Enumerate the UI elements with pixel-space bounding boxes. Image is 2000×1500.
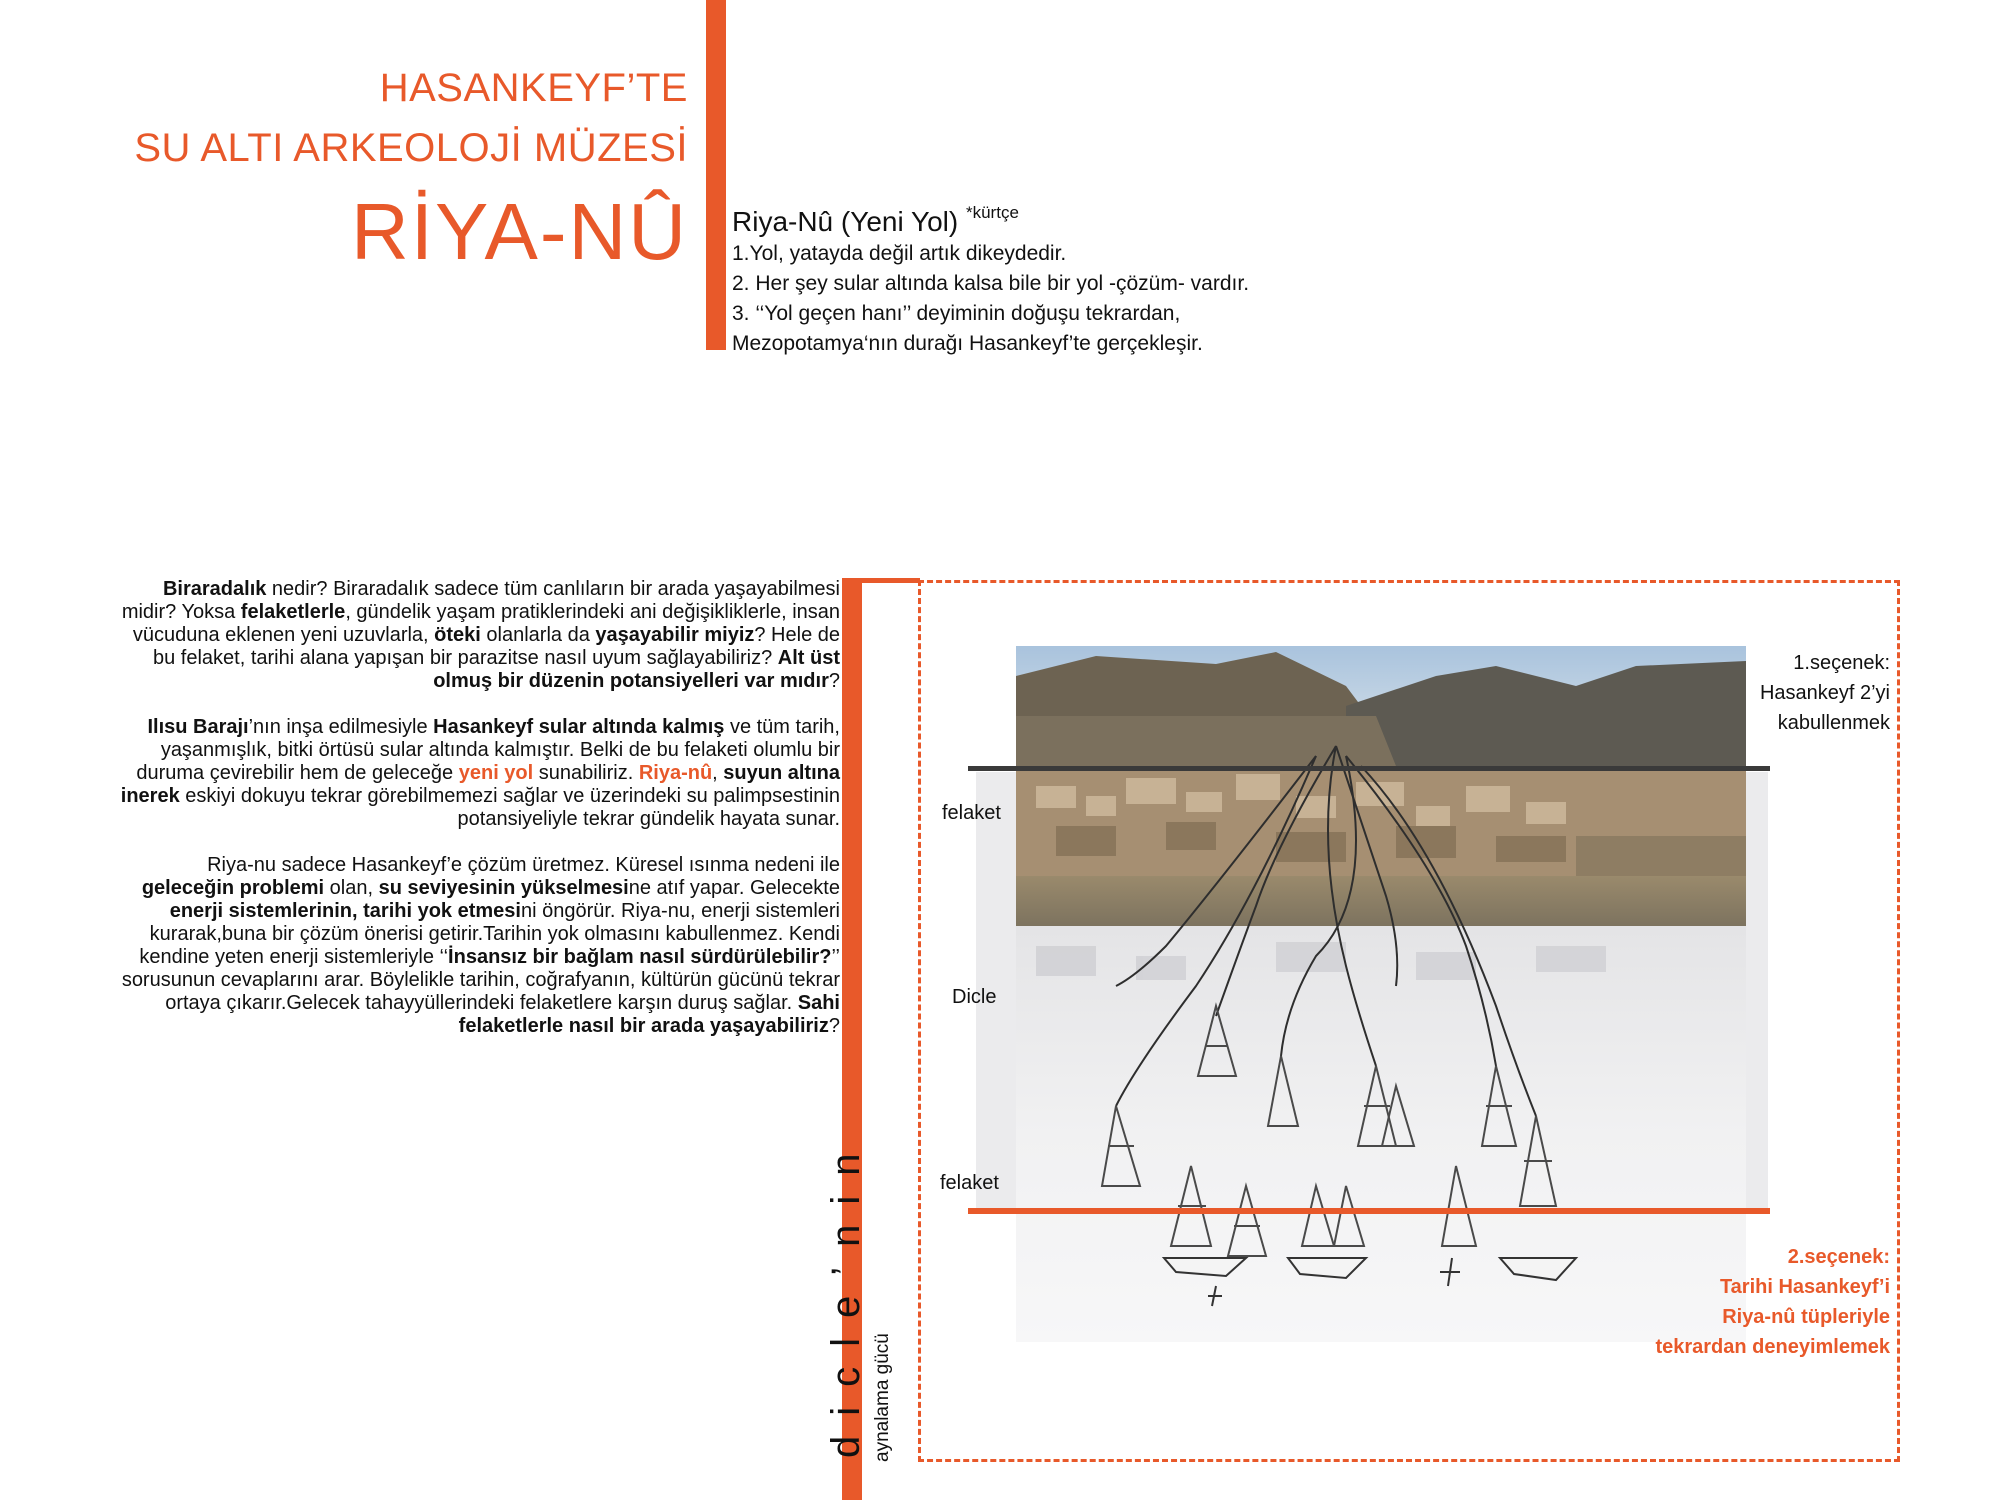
intro-heading	[732, 196, 1432, 239]
p2-s8: ,	[712, 762, 724, 784]
p2-s4: ve tüm tarih, yaşanmışlık, bitki örtüsü sular altında kalmıştır. Belki de bu felaketi olumlu bir duruma çevirebilir hem de geleceğe	[136, 716, 840, 784]
intro-line-2: 2. Her şey sular altında kalsa bile bir yol -çözüm- vardır.	[732, 272, 1250, 295]
intro-heading-note: *kürtçe	[965, 203, 1019, 222]
option-1-line-2: Hasankeyf 2’yi	[1759, 682, 1890, 704]
paragraph-2	[110, 716, 840, 831]
intro-heading-text: Riya-Nû (Yeni Yol)	[732, 206, 966, 237]
label-dicle: Dicle	[952, 986, 997, 1008]
p3-s9: ’’ sorusunun cevaplarını arar. Böylelikle tarihin, coğrafyanın, kültürün gücünü tekrar ortaya çıkarır.Gelecek tahayyüllerindeki felaketlere karşın duruş sağlar.	[121, 946, 840, 1014]
disaster-line-top	[968, 766, 1770, 771]
intro-block	[732, 196, 1432, 359]
paragraph-1	[110, 578, 840, 693]
option-1	[1650, 648, 1890, 738]
option-1-line-1: 1.seçenek:	[1793, 652, 1890, 674]
paragraph-3	[110, 854, 840, 1038]
p2-s7: Riya-nû	[638, 762, 713, 784]
p2-s2: ’nın inşa edilmesiyle	[248, 716, 434, 738]
intro-line-1: 1.Yol, yatayda değil artık dikeydedir.	[732, 242, 1067, 265]
accent-bar-tick	[862, 578, 920, 583]
p1-s1: Biraradalık	[162, 578, 267, 600]
option-1-line-3: kabullenmek	[1777, 712, 1890, 734]
p2-s10: eskiyi dokuyu tekrar görebilmemezi sağlar ve üzerindeki su palimpsestinin potansiyeliyle tekrar gündelik hayata sunar.	[179, 785, 840, 830]
disaster-line-bottom	[968, 1208, 1770, 1214]
p3-s6: enerji sistemlerinin, tarihi yok etmesi	[169, 900, 521, 922]
p2-s9: suyun altına inerek	[120, 762, 840, 807]
p1-s7: yaşayabilir miyiz	[595, 624, 755, 646]
p3-s8: İnsansız bir bağlam nasıl sürdürülebilir?	[448, 946, 832, 968]
p3-s5: ne atıf yapar. Gelecekte	[628, 877, 840, 899]
title-line-1: HASANKEYF’TE	[379, 66, 688, 110]
label-felaket-top: felaket	[942, 802, 1001, 824]
option-2-line-4: tekrardan deneyimlemek	[1655, 1336, 1890, 1358]
option-2	[1560, 1242, 1890, 1362]
p2-s6: sunabiliriz.	[533, 762, 639, 784]
accent-bar-top	[706, 0, 726, 350]
vertical-subtitle: aynalama gücü	[872, 1333, 893, 1462]
option-2-line-3: Riya-nû tüpleriyle	[1722, 1306, 1890, 1328]
p2-s1: Ilısu Barajı	[147, 716, 249, 738]
p2-s5: yeni yol	[458, 762, 534, 784]
p1-s4: , gündelik yaşam pratiklerindeki ani değişikliklerle, insan vücuduna eklenen yeni uzuvlarla,	[132, 601, 840, 646]
option-2-line-1: 2.seçenek:	[1787, 1246, 1890, 1268]
p1-s3: felaketlerle	[240, 601, 346, 623]
p1-s10: ?	[828, 670, 840, 692]
title-block	[80, 58, 688, 282]
project-name: RİYA-NÛ	[351, 187, 688, 276]
p3-s1: Riya-nu sadece Hasankeyf’e çözüm üretmez. Küresel ısınma nedeni ile	[207, 854, 840, 876]
p1-s6: olanlarla da	[480, 624, 596, 646]
p3-s7: ni öngörür. Riya-nu, enerji sistemleri kurarak,buna bir çözüm önerisi getirir.Tarihin yok olmasını kabullenmez. Kendi kendine yeten enerji sistemleriyle ‘‘	[139, 900, 840, 968]
option-2-line-2: Tarihi Hasankeyf’i	[1719, 1276, 1890, 1298]
p3-s10: Sahi felaketlerle nasıl bir arada yaşayabiliriz	[458, 992, 840, 1037]
label-felaket-bottom: felaket	[940, 1172, 999, 1194]
p1-s5: öteki	[434, 624, 481, 646]
vertical-title: dicle’nin	[824, 1133, 868, 1458]
p3-s11: ?	[828, 1015, 840, 1037]
p3-s2: geleceğin problemi	[141, 877, 325, 899]
intro-line-4: Mezopotamya‘nın durağı Hasankeyf’te gerçekleşir.	[732, 332, 1203, 355]
p1-s8: ? Hele de bu felaket, tarihi alana yapışan bir parazitse nasıl uyum sağlayabiliriz?	[153, 624, 840, 669]
p2-s3: Hasankeyf sular altında kalmış	[433, 716, 725, 738]
body-text	[110, 578, 840, 1061]
title-line-2: SU ALTI ARKEOLOJİ MÜZESİ	[134, 126, 688, 170]
p3-s3: olan,	[324, 877, 379, 899]
p1-s2: nedir? Biraradalık sadece tüm canlıların bir arada yaşayabilmesi midir? Yoksa	[121, 578, 840, 623]
p1-s9: Alt üst olmuş bir düzenin potansiyelleri var mıdır	[433, 647, 840, 692]
p3-s4: su seviyesinin yükselmesi	[378, 877, 629, 899]
collage-svg	[1016, 646, 1746, 1342]
intro-line-3: 3. ‘‘Yol geçen hanı’’ deyiminin doğuşu tekrardan,	[732, 302, 1181, 325]
hasankeyf-photo-collage	[1016, 646, 1746, 1342]
